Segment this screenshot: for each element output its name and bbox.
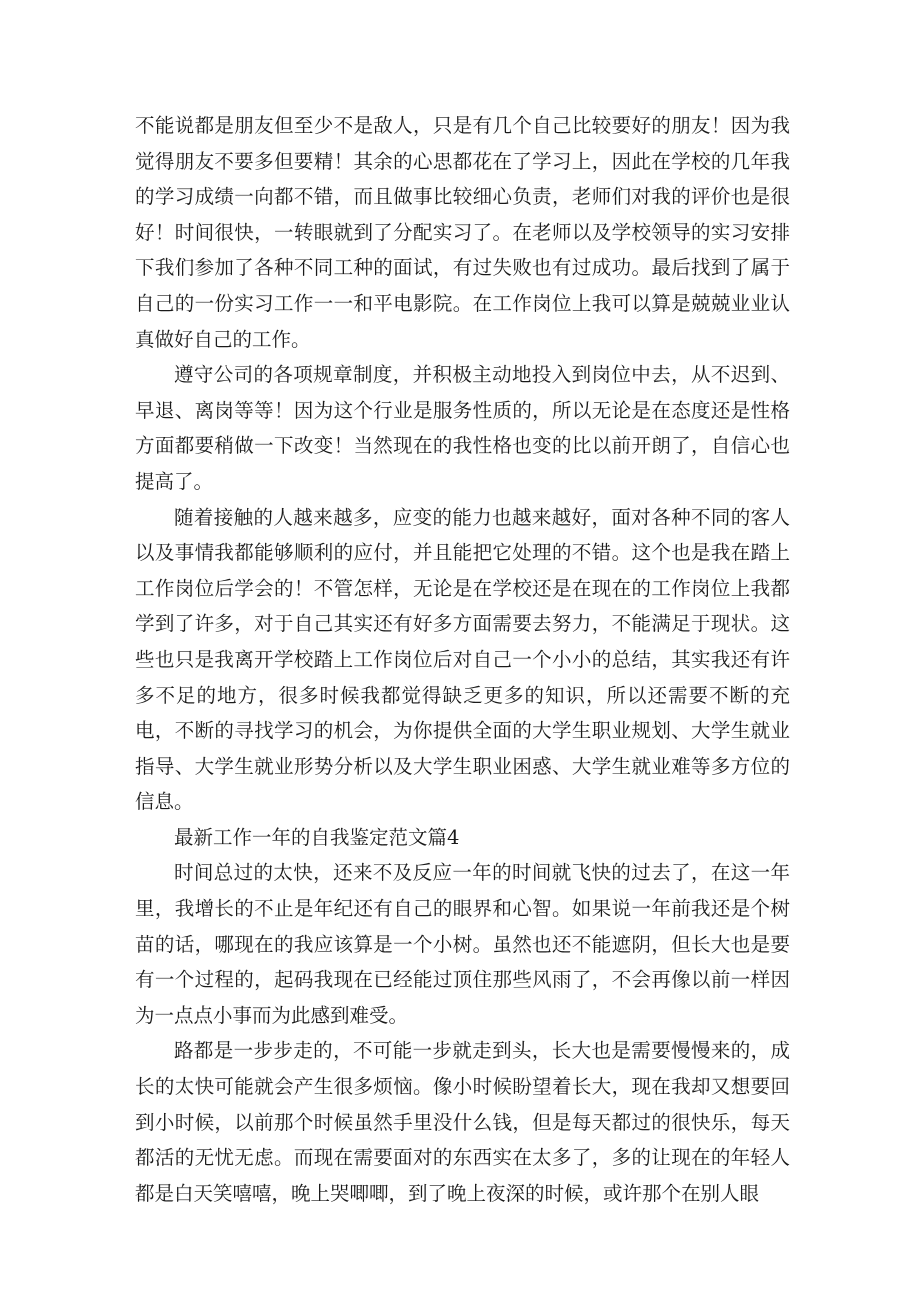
section-heading: 最新工作一年的自我鉴定范文篇4 <box>174 825 460 849</box>
document-body <box>135 108 790 1211</box>
paragraph-3: 随着接触的人越来越多，应变的能力也越来越好，面对各种不同的客人以及事情我都能够顺利的应付，并且能把它处理的不错。这个也是我在踏上工作岗位后学会的！不管怎样，无论是在学校还是在现在的工作岗位上我都学到了许多，对于自己其实还有好多方面需要去努力，不能满足于现状。这些也只是我离开学校踏上工作岗位后对自己一个小小的总结，其实我还有许多不足的地方，很多时候我都觉得缺乏更多的知识，所以还需要不断的充电，不断的寻找学习的机会，为你提供全面的大学生职业规划、大学生就业指导、大学生就业形势分析以及大学生职业困惑、大学生就业难等多方位的信息。 <box>135 505 790 814</box>
paragraph-4: 时间总过的太快，还来不及反应一年的时间就飞快的过去了，在这一年里，我增长的不止是年纪还有自己的眼界和心智。如果说一年前我还是个树苗的话，哪现在的我应该算是一个小树。虽然也还不能遮阴，但长大也是要有一个过程的，起码我现在已经能过顶住那些风雨了，不会再像以前一样因为一点点小事而为此感到难受。 <box>135 861 790 1027</box>
paragraph-5: 路都是一步步走的，不可能一步就走到头，长大也是需要慢慢来的，成长的太快可能就会产生很多烦恼。像小时候盼望着长大，现在我却又想要回到小时候，以前那个时候虽然手里没什么钱，但是每天都过的很快乐，每天都活的无忧无虑。而现在需要面对的东西实在太多了，多的让现在的年轻人都是白天笑嘻嘻，晚上哭唧唧，到了晚上夜深的时候，或许那个在别人眼 <box>135 1039 790 1205</box>
paragraph-1: 不能说都是朋友但至少不是敌人，只是有几个自己比较要好的朋友！因为我觉得朋友不要多但要精！其余的心思都花在了学习上，因此在学校的几年我的学习成绩一向都不错，而且做事比较细心负责，老师们对我的评价也是很好！时间很快，一转眼就到了分配实习了。在老师以及学校领导的实习安排下我们参加了各种不同工种的面试，有过失败也有过成功。最后找到了属于自己的一份实习工作一一和平电影院。在工作岗位上我可以算是兢兢业业认真做好自己的工作。 <box>135 114 790 351</box>
paragraph-2: 遵守公司的各项规章制度，并积极主动地投入到岗位中去，从不迟到、早退、离岗等等！因为这个行业是服务性质的，所以无论是在态度还是性格方面都要稍做一下改变！当然现在的我性格也变的比以前开朗了，自信心也提高了。 <box>135 363 790 493</box>
